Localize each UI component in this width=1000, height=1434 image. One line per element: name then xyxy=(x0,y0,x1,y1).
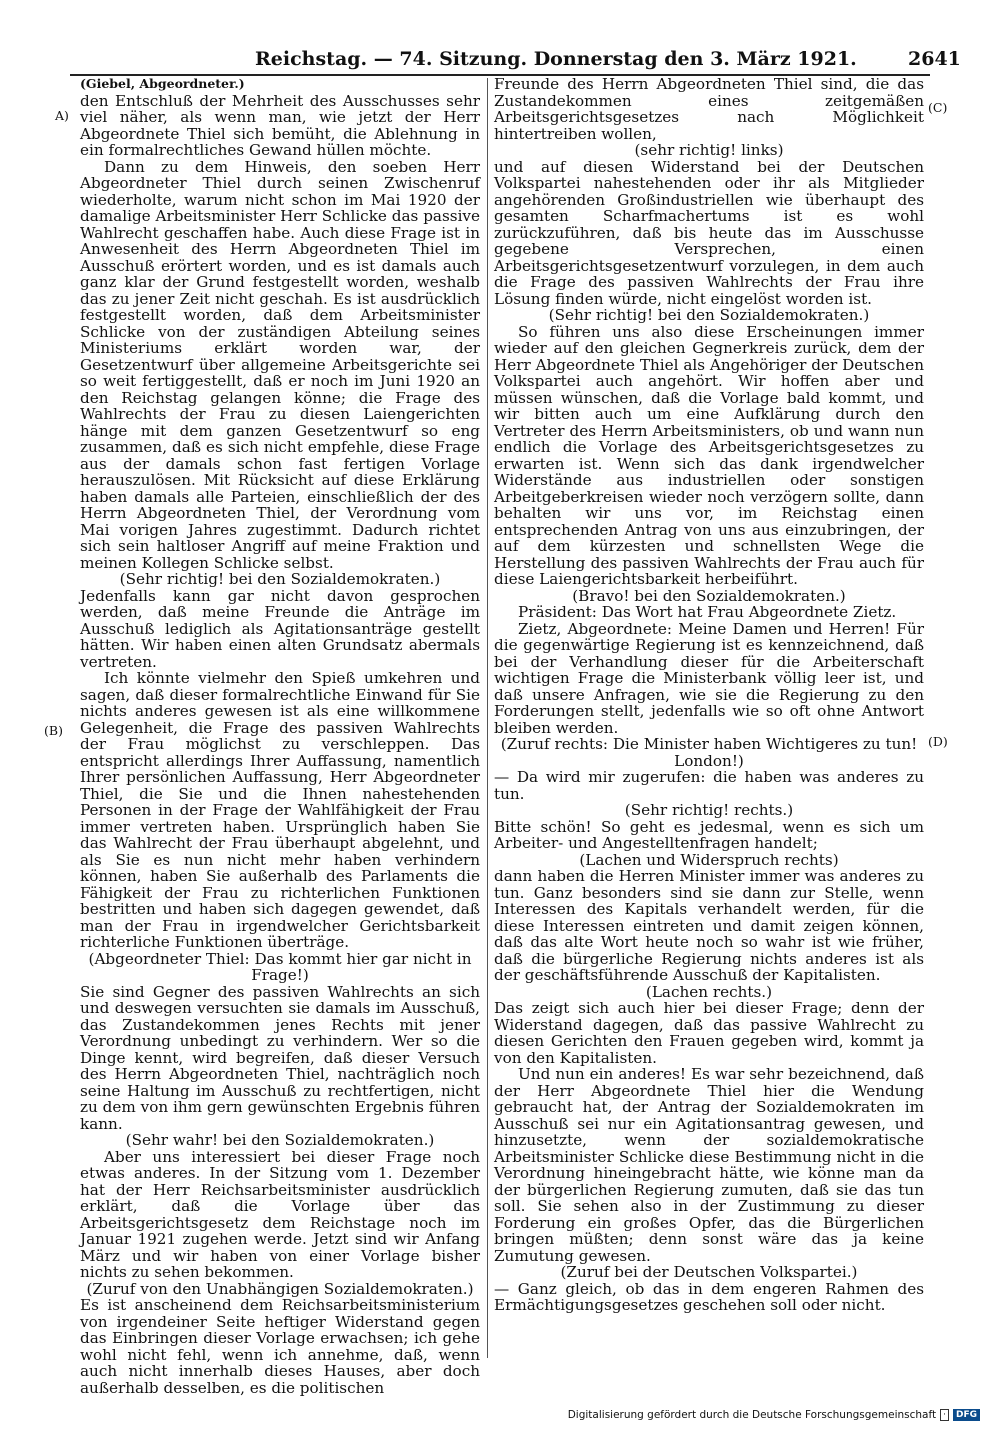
interjection: (Sehr richtig! rechts.) xyxy=(624,801,794,819)
paragraph: Aber uns interessiert bei dieser Frage noch etwas anderes. In der Sitzung vom 1. Dezember hat der Herr Reichsarbeitsminister ausdrücklich erklärt, daß die Vorlage über das Arbeitsgerichtsgesetz dem Reichstage noch im Januar 1921 zugehen werde. Jetzt sind wir Anfang März und wir haben von einer Vorlage bisher nichts zu sehen bekommen. xyxy=(80,1147,480,1281)
paragraph: Bitte schön! So geht es jedesmal, wenn es sich um Arbeiter- und Angestelltenfragen handelt; xyxy=(494,817,924,852)
paragraph: Ich könnte vielmehr den Spieß umkehren und sagen, daß dieser formalrechtliche Einwand für Sie nichts anderes gewesen ist als eine willkommene Gelegenheit, die Frage des passiven Wahlrechts der Frau möglichst zu verschleppen. Das entspricht allerdings Ihrer Auffassung, namentlich Ihrer persönlichen Auffassung, Herr Abgeordneter Thiel, die Sie und die Ihnen nahestehenden Personen in der Frage der Wahlfähigkeit der Frau immer vertreten haben. Ursprünglich haben Sie das Wahlrecht der Frau überhaupt abgelehnt, und als Sie es nun nicht mehr haben verhindern können, haben Sie außerhalb des Parlaments die Fähigkeit der Frau zu richterlichen Funktionen bestritten und haben sich dagegen gewendet, daß man der Frau in irgendwelcher Gerichtsbarkeit richterliche Funktionen überträge. xyxy=(80,669,480,951)
paragraph: Sie sind Gegner des passiven Wahlrechts an sich und deswegen versuchten sie damals im Ausschuß, das Zustandekommen jenes Rechts mit jener Verordnung unbedingt zu verhindern. Wer so die Dinge kennt, wird begreifen, daß dieser Versuch des Herrn Abgeordneten Thiel, nachträglich noch seine Haltung im Ausschuß zu rechtfertigen, nicht zu dem von ihm gern gewünschten Ergebnis führen kann. xyxy=(80,982,480,1133)
paragraph: Das zeigt sich auch hier bei dieser Frage; denn der Widerstand dagegen, daß das passive Wahlrecht zu diesen Gerichten den Frauen gegeben wird, kommt ja von den Kapitalisten. xyxy=(494,999,924,1067)
interjection: (Lachen rechts.) xyxy=(645,982,773,1001)
paragraph: und auf diesen Widerstand bei der Deutschen Volkspartei nahestehenden oder ihr als Mitglieder angehörenden Großindustriellen wie überhaupt des gesamten Scharfmachertums ist es wohl zurückzuführen, daß bis heute das im Ausschusse gegebene Versprechen, einen Arbeitsgerichtsgesetzentwurf vorzulegen, in dem auch die Frage des passiven Wahlrechts der Frau ihre Lösung finden würde, nicht eingelöst worden ist. xyxy=(494,157,924,308)
interjection: (Lachen und Widerspruch rechts) xyxy=(579,850,839,869)
margin-mark-c: (C) xyxy=(928,100,948,115)
paragraph: Dann zu dem Hinweis, den soeben Herr Abgeordneter Thiel durch seinen Zwischenruf wiederholte, warum nicht schon im Mai 1920 der damalige Arbeitsminister Herr Schlicke das passive Wahlrecht geschaffen habe. Auch diese Frage ist in Anwesenheit des Herrn Abgeordneten Thiel im Ausschuß erörtert worden, und es ist damals auch ganz klar der Grund festgestellt worden, weshalb das zu jener Zeit nicht geschah. Es ist ausdrücklich festgestellt worden, daß dem Arbeitsminister Schlicke von der zuständigen Abteilung seines Ministeriums erklärt worden war, der Gesetzentwurf über allgemeine Arbeitsgerichte sei so weit fertiggestellt, daß er noch im Juni 1920 an den Reichstag gelangen könne; die Frage des Wahlrechts der Frau zu diesen Laiengerichten hänge mit dem ganzen Gesetzentwurf so eng zusammen, daß es sich nicht empfehle, diese Frage aus der damals schon fast fertigen Vorlage herauszulösen. Mit Rücksicht auf diese Erklärung haben damals alle Parteien, einschließlich der des Herrn Abgeordneten Thiel, der Verordnung vom Mai vorigen Jahres zugestimmt. Dadurch richtet sich sein haltloser Angriff auf meine Fraktion und meinen Kollegen Schlicke selbst. xyxy=(80,157,480,572)
speaker-label: (Giebel, Abgeordneter.) xyxy=(80,76,245,91)
paragraph: Präsident: Das Wort hat Frau Abgeordnete Zietz. xyxy=(518,603,897,621)
paragraph: So führen uns also diese Erscheinungen immer wieder auf den gleichen Gegnerkreis zurück, dem der Herr Abgeordnete Thiel als Angehöriger der Deutschen Volkspartei auch angehört. Wir hoffen aber und müssen wünschen, daß die Vorlage bald kommt, und wir bitten auch um eine Aufklärung durch den Vertreter des Herrn Arbeitsministers, ob und wann nun endlich die Vorlage des Arbeitsgerichtsgesetzes zu erwarten ist. Wenn sich das dank irgendwelcher Widerstände aus industriellen oder sonstigen Arbeitgeberkreisen wieder noch verzögern sollte, dann behalten wir uns vor, im Reichstag einen entsprechenden Antrag von uns aus einzubringen, der auf dem kürzesten und schnellsten Wege die Herstellung des passiven Wahlrechts der Frau auch für diese Laiengerichtsbarkeit herbeiführt. xyxy=(494,322,924,588)
left-column xyxy=(80,76,480,1396)
interjection: (Abgeordneter Thiel: Das kommt hier gar nicht in Frage!) xyxy=(88,949,472,984)
paragraph: den Entschluß der Mehrheit des Ausschusses sehr viel näher, als wenn man, wie jetzt der Herr Abgeordnete Thiel sich bemüht, die Ablehnung in ein formalrechtliches Gewand hüllen möchte. xyxy=(80,91,480,159)
dfg-logo: DFG xyxy=(953,1409,980,1421)
paragraph: dann haben die Herren Minister immer was anderes zu tun. Ganz besonders sind sie dann zur Stelle, wenn Interessen des Kapitals verhandelt werden, für die diese Interessen eintreten und damit zeigen können, daß das alte Wort heute noch so wahr ist wie früher, daß die bürgerliche Regierung nichts anderes ist als der geschäftsführende Ausschuß der Kapitalisten. xyxy=(494,867,924,984)
interjection: (Sehr wahr! bei den Sozialdemokraten.) xyxy=(125,1131,435,1149)
interjection: (Zuruf von den Unabhängigen Sozialdemokraten.) xyxy=(86,1279,474,1298)
interjection: (Zuruf rechts: Die Minister haben Wichtigeres zu tun! London!) xyxy=(500,735,918,770)
interjection: (Bravo! bei den Sozialdemokraten.) xyxy=(572,586,846,605)
paragraph: — Da wird mir zugerufen: die haben was anderes zu tun. xyxy=(494,768,924,803)
page-header xyxy=(0,48,1000,76)
interjection: (Zuruf bei der Deutschen Volkspartei.) xyxy=(560,1263,858,1281)
interjection: (sehr richtig! links) xyxy=(634,141,784,159)
paragraph: — Ganz gleich, ob das in dem engeren Rahmen des Ermächtigungsgesetzes geschehen soll oder nicht. xyxy=(494,1279,924,1314)
margin-mark-b: (B) xyxy=(44,723,63,738)
footer-separator-icon: · xyxy=(940,1409,949,1421)
paragraph: Zietz, Abgeordnete: Meine Damen und Herren! Für die gegenwärtige Regierung ist es kennzeichnend, daß bei der Verhandlung dieser für die Arbeiterschaft wichtigen Frage die Ministerbank völlig leer ist, und daß unsere Anfragen, wie sie die Regierung zu den Forderungen stellt, jedenfalls wie so oft ohne Antwort bleiben werden. xyxy=(494,619,924,737)
right-column xyxy=(494,76,924,1314)
paragraph: Und nun ein anderes! Es war sehr bezeichnend, daß der Herr Abgeordnete Thiel hier die Wendung gebraucht hat, der Antrag der Sozialdemokraten im Ausschuß sei nur ein Agitationsantrag gewesen, und hinzusetzte, wenn der sozialdemokratische Arbeitsminister Schlicke diese Bestimmung nicht in die Verordnung hineingebracht hätte, wie könne man da der bürgerlichen Regierung zumuten, daß sie das tun soll. Sie sehen also in der Zustimmung zu dieser Forderung ein großes Opfer, das die Bürgerlichen bringen müßten; denn sonst wäre das ja keine Zumutung gewesen. xyxy=(494,1065,924,1265)
paragraph: Freunde des Herrn Abgeordneten Thiel sind, die das Zustandekommen eines zeitgemäßen Arbeitsgerichtsgesetzes nach Möglichkeit hintertreiben wollen, xyxy=(494,75,924,143)
column-divider xyxy=(487,78,488,1358)
header-title: Reichstag. — 74. Sitzung. Donnerstag den 3. März 1921. xyxy=(255,48,857,70)
interjection: (Sehr richtig! bei den Sozialdemokraten.) xyxy=(548,306,870,324)
paragraph: Es ist anscheinend dem Reichsarbeitsministerium von irgendeiner Seite heftiger Widerstand gegen das Einbringen dieser Vorlage erwachsen; ich gehe wohl nicht fehl, wenn ich annehme, daß, wenn auch nicht innerhalb dieses Hauses, aber doch außerhalb desselben, es die politischen xyxy=(80,1296,480,1397)
footer xyxy=(568,1409,980,1421)
footer-text: Digitalisierung gefördert durch die Deutsche Forschungsgemeinschaft xyxy=(567,1409,937,1421)
margin-mark-a: A) xyxy=(55,108,69,123)
paragraph: Jedenfalls kann gar nicht davon gesprochen werden, daß meine Freunde die Anträge im Ausschuß lediglich als Agitationsanträge gestellt hätten. Wir haben einen alten Grundsatz abermals vertreten. xyxy=(80,586,480,671)
interjection: (Sehr richtig! bei den Sozialdemokraten.) xyxy=(119,570,441,588)
margin-mark-d: (D) xyxy=(928,734,948,749)
page-number: 2641 xyxy=(908,48,961,70)
